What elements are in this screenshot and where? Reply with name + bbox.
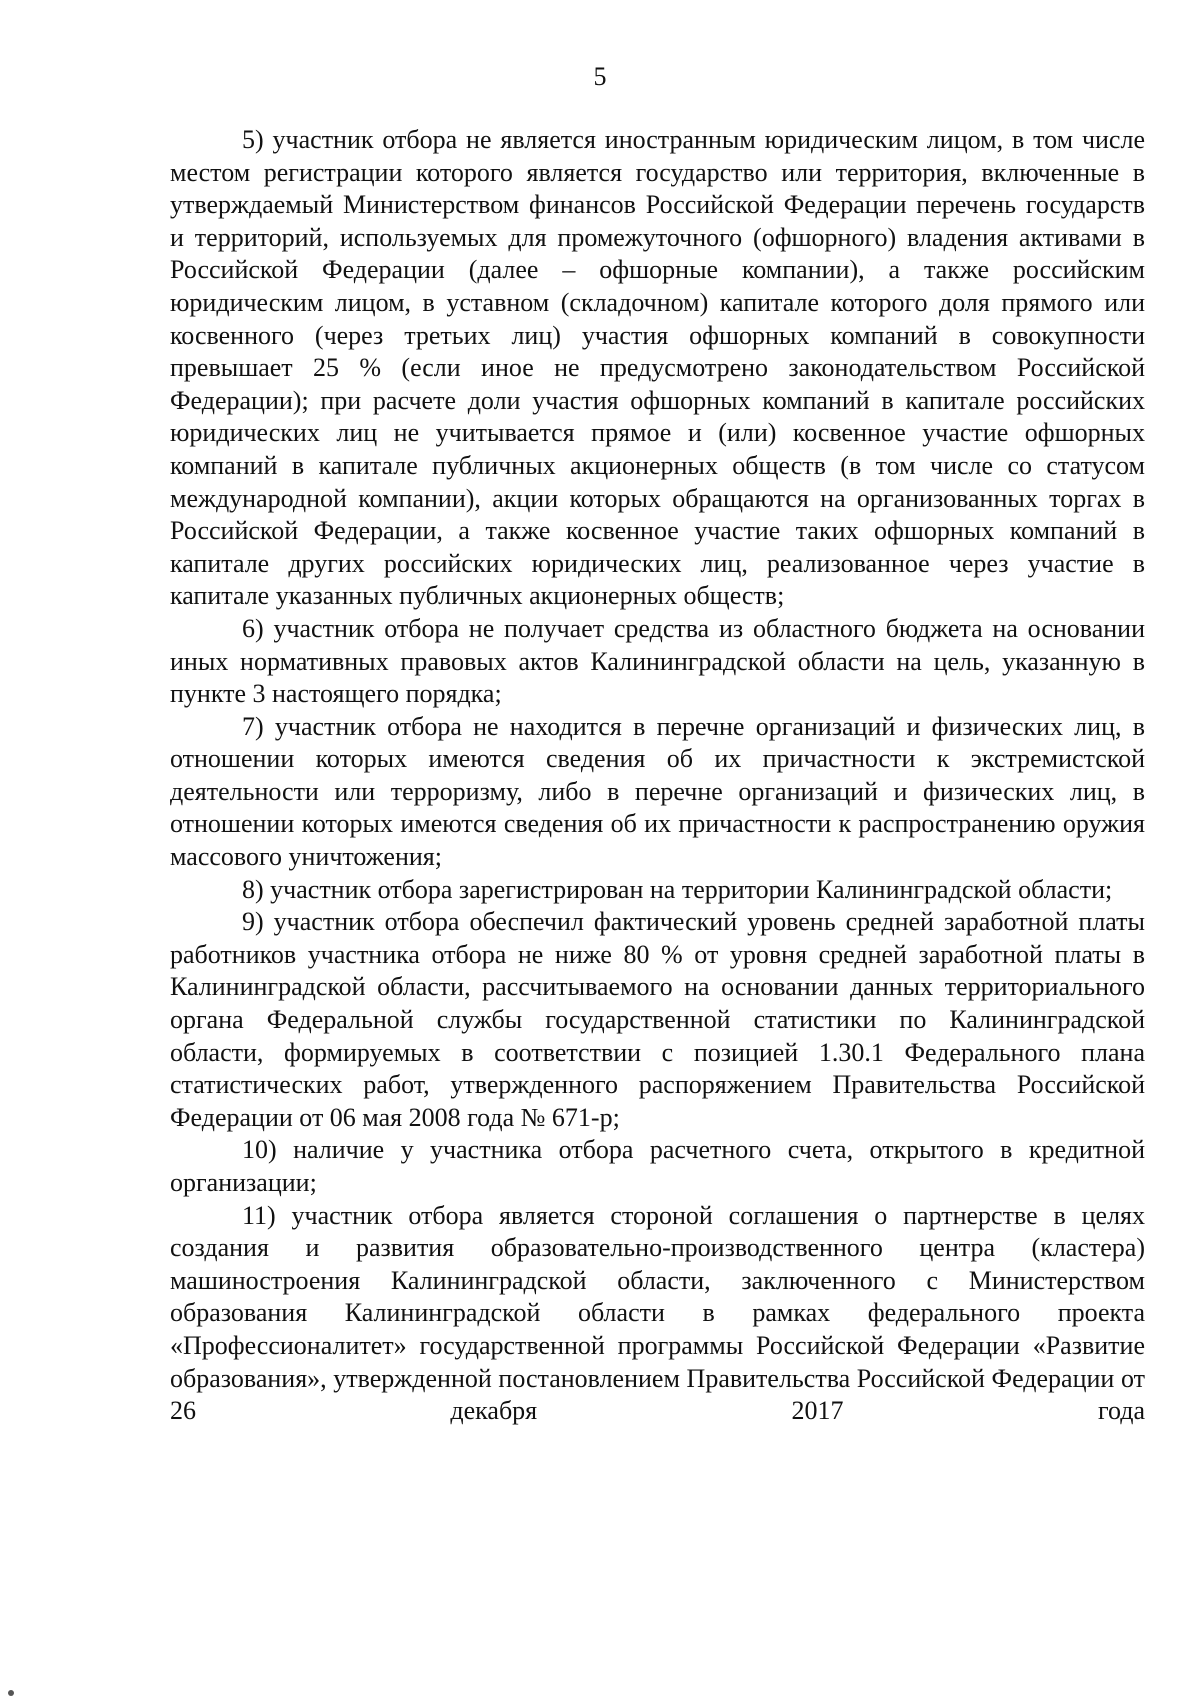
document-body (170, 124, 1145, 1428)
paragraph-item-8: 8) участник отбора зарегистрирован на территории Калининградской области; (242, 874, 1113, 904)
paragraph-item-9: 9) участник отбора обеспечил фактический уровень средней заработной платы работников участника отбора не ниже 80 % от уровня средней заработной платы в Калининградской области, рассчитываемого на основании данных территориального органа Федеральной службы государственной статистики по Калининградской области, формируемых в соответствии с позицией 1.30.1 Федерального плана статистических работ, утвержденного распоряжением Правительства Российской Федерации от 06 мая 2008 года № 671-р; (170, 907, 1145, 1132)
paragraph-item-6: 6) участник отбора не получает средства из областного бюджета на основании иных нормативных правовых актов Калининградской области на цель, указанную в пункте 3 настоящего порядка; (170, 613, 1145, 709)
paragraph-item-7: 7) участник отбора не находится в перечне организаций и физических лиц, в отношении которых имеются сведения об их причастности к экстремистской деятельности или терроризму, либо в перечне организаций и физических лиц, в отношении которых имеются сведения об их причастности к распространению оружия массового уничтожения; (170, 711, 1145, 872)
scan-mark (8, 1690, 14, 1696)
paragraph-item-11: 11) участник отбора является стороной соглашения о партнерстве в целях создания и развития образовательно-производственного центра (кластера) машиностроения Калининградской области, заключенного с Министерством образования Калининградской области в рамках федерального проекта «Профессионалитет» государственной программы Российской Федерации «Развитие образования», утвержденной постановлением Правительства Российской Федерации от 26 декабря 2017 года (170, 1200, 1145, 1426)
page-number: 5 (593, 62, 607, 91)
paragraph-item-5: 5) участник отбора не является иностранным юридическим лицом, в том числе местом регистрации которого является государство или территория, включенные в утверждаемый Министерством финансов Российской Федерации перечень государств и территорий, используемых для промежуточного (офшорного) владения активами в Российской Федерации (далее – офшорные компании), а также российским юридическим лицом, в уставном (складочном) капитале которого доля прямого или косвенного (через третьих лиц) участия офшорных компаний в совокупности превышает 25 % (если иное не предусмотрено законодательством Российской Федерации); при расчете доли участия офшорных компаний в капитале российских юридических лиц не учитывается прямое и (или) косвенное участие офшорных компаний в капитале публичных акционерных обществ (в том числе со статусом международной компании), акции которых обращаются на организованных торгах в Российской Федерации, а также косвенное участие таких офшорных компаний в капитале других российских юридических лиц, реализованное через участие в капитале указанных публичных акционерных обществ; (170, 125, 1145, 611)
paragraph-item-10: 10) наличие у участника отбора расчетного счета, открытого в кредитной организации; (170, 1135, 1145, 1197)
